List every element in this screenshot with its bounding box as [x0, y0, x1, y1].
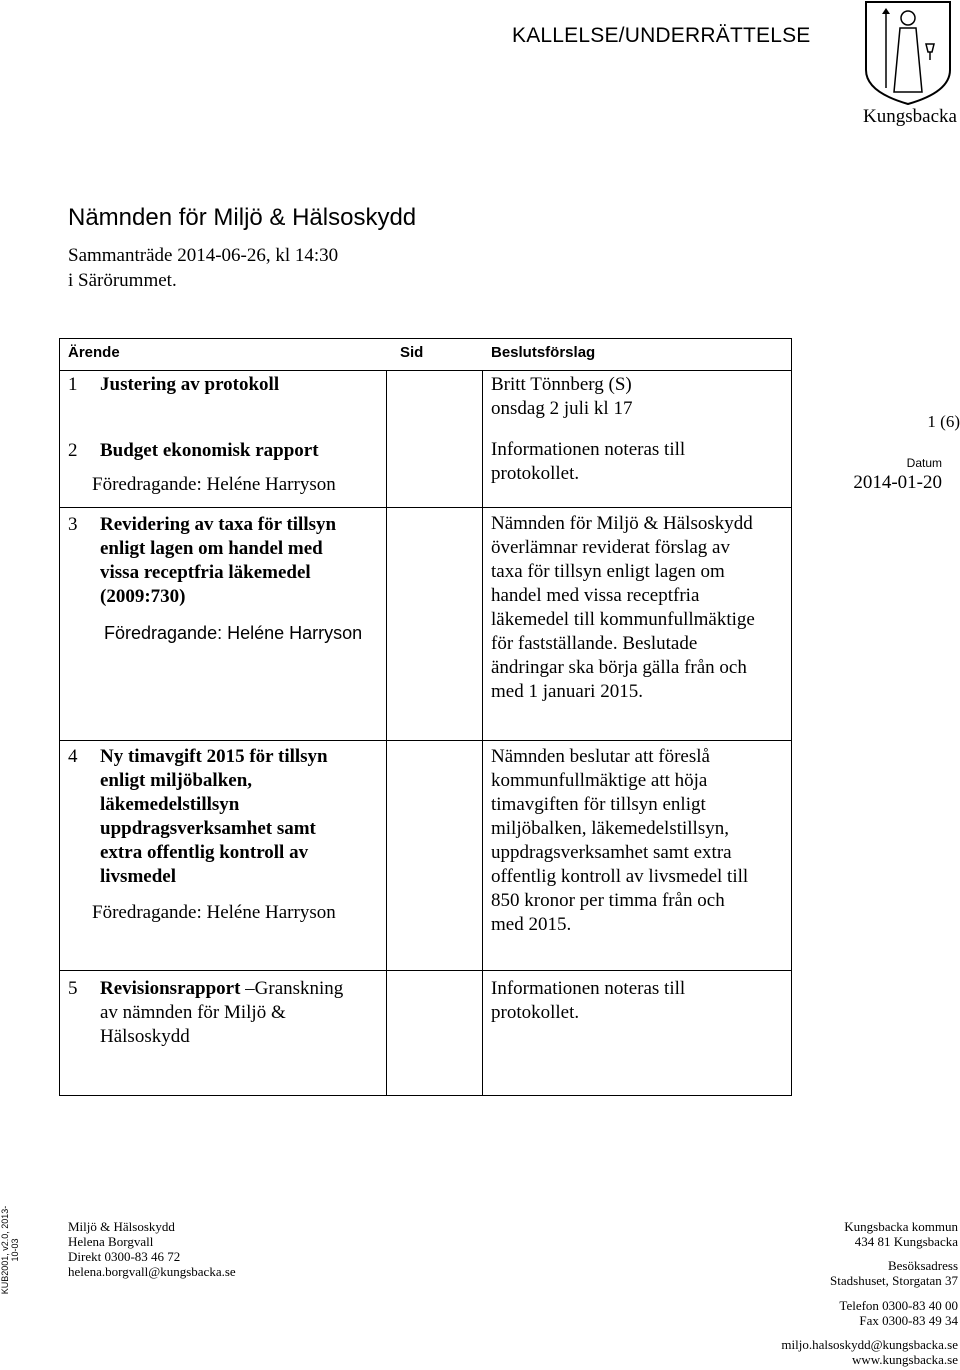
footer-visit-address	[830, 1258, 958, 1288]
row-4-title-line: uppdragsverksamhet samt	[100, 818, 316, 839]
row-5-decision-line: protokollet.	[491, 1002, 580, 1023]
row-3-title	[100, 513, 380, 609]
row-divider-2-3	[59, 507, 792, 508]
row-3-decision-line: ändringar ska börja gälla från och	[491, 657, 747, 678]
row-4-decision-line: 850 kronor per timma från och	[491, 890, 725, 911]
logo-wordmark: Kungsbacka	[863, 106, 957, 127]
row-1-title-text: Justering av protokoll	[100, 374, 280, 395]
row-2-title-text: Budget ekonomisk rapport	[100, 440, 319, 461]
row-4-title	[100, 745, 380, 889]
row-4-title-line: enligt miljöbalken,	[100, 770, 253, 791]
footer-website[interactable]: www.kungsbacka.se	[851, 1352, 958, 1367]
row-3-decision-line: Nämnden för Miljö & Hälsoskydd	[491, 513, 753, 534]
row-2-number: 2	[68, 440, 78, 461]
row-2-presenter: Föredragande: Heléne Harryson	[92, 474, 336, 495]
row-3-decision-line: handel med vissa receptfria	[491, 585, 700, 606]
footer-direct-phone: Direkt 0300-83 46 72	[68, 1249, 181, 1264]
row-4-decision-line: Nämnden beslutar att föreslå	[491, 746, 710, 767]
header-proposal: Beslutsförslag	[491, 344, 596, 361]
row-5-decision	[491, 977, 791, 1025]
header-item: Ärende	[68, 344, 120, 361]
row-4-decision-line: offentlig kontroll av livsmedel till	[491, 866, 749, 887]
footer-municipality-name: Kungsbacka kommun	[844, 1219, 958, 1234]
row-4-title-line: läkemedelstillsyn	[100, 794, 240, 815]
row-3-decision-line: med 1 januari 2015.	[491, 681, 643, 702]
page-number: 1 (6)	[927, 412, 960, 431]
row-3-decision-line: för fastställande. Beslutade	[491, 633, 698, 654]
row-1-decision	[491, 373, 791, 421]
table-border-bottom	[59, 1095, 792, 1096]
row-1-decision-line: Britt Tönnberg (S)	[491, 374, 632, 395]
date-label: Datum	[906, 456, 942, 470]
column-divider-2	[482, 370, 483, 1096]
template-code: KUB2001, v2.0, 2013-10-03	[0, 1205, 20, 1295]
row-3-decision	[491, 512, 791, 704]
footer-phone-fax	[839, 1298, 958, 1328]
committee-name: Nämnden för Miljö & Hälsoskydd	[68, 204, 417, 231]
row-4-decision-line: med 2015.	[491, 914, 572, 935]
document-type: KALLELSE/UNDERRÄTTELSE	[512, 24, 811, 47]
document-date: 2014-01-20	[853, 472, 942, 493]
table-header-divider	[59, 370, 792, 371]
row-4-number: 4	[68, 746, 78, 767]
footer-contact	[68, 1219, 236, 1279]
row-5-title-suffix: –Granskning	[240, 978, 344, 999]
row-3-title-line: Revidering av taxa för tillsyn	[100, 514, 337, 535]
row-4-presenter: Föredragande: Heléne Harryson	[92, 902, 336, 923]
header-page: Sid	[400, 344, 424, 361]
footer-department-email[interactable]: miljo.halsoskydd@kungsbacka.se	[781, 1337, 958, 1352]
row-4-decision-line: kommunfullmäktige att höja	[491, 770, 708, 791]
row-3-decision-line: läkemedel till kommunfullmäktige	[491, 609, 755, 630]
row-5-title	[100, 977, 380, 1049]
row-2-decision-line: Informationen noteras till	[491, 439, 686, 460]
row-4-decision-line: miljöbalken, läkemedelstillsyn,	[491, 818, 729, 839]
table-border-top	[59, 338, 792, 339]
row-divider-4-5	[59, 970, 792, 971]
row-5-title-text: Revisionsrapport	[100, 978, 241, 999]
row-2-title	[100, 439, 380, 463]
meeting-date-time: Sammanträde 2014-06-26, kl 14:30	[68, 245, 339, 266]
row-1-title	[100, 373, 380, 397]
row-3-decision-line: taxa för tillsyn enligt lagen om	[491, 561, 725, 582]
footer-email[interactable]: helena.borgvall@kungsbacka.se	[68, 1264, 236, 1279]
row-5-title-line: av nämnden för Miljö &	[100, 1002, 286, 1023]
row-3-number: 3	[68, 514, 78, 535]
row-2-decision-line: protokollet.	[491, 463, 580, 484]
row-4-title-line: livsmedel	[100, 866, 176, 887]
footer-visit-street: Stadshuset, Storgatan 37	[830, 1273, 958, 1288]
row-1-number: 1	[68, 374, 78, 395]
table-border-right	[791, 338, 792, 1096]
row-4-decision-line: timavgiften för tillsyn enligt	[491, 794, 706, 815]
row-2-decision	[491, 438, 791, 486]
footer-web	[781, 1337, 958, 1367]
row-3-title-line: vissa receptfria läkemedel	[100, 562, 311, 583]
row-divider-3-4	[59, 740, 792, 741]
row-4-title-line: extra offentlig kontroll av	[100, 842, 309, 863]
row-5-number: 5	[68, 978, 78, 999]
row-4-title-line: Ny timavgift 2015 för tillsyn	[100, 746, 328, 767]
column-divider-1	[386, 370, 387, 1096]
row-3-decision-line: överlämnar reviderat förslag av	[491, 537, 730, 558]
footer-fax: Fax 0300-83 49 34	[859, 1313, 958, 1328]
footer-visit-label: Besöksadress	[887, 1258, 958, 1273]
row-1-decision-line: onsdag 2 juli kl 17	[491, 398, 633, 419]
footer-postal-address: 434 81 Kungsbacka	[854, 1234, 958, 1249]
table-border-left	[59, 338, 60, 1096]
row-4-decision-line: uppdragsverksamhet samt extra	[491, 842, 732, 863]
row-5-decision-line: Informationen noteras till	[491, 978, 686, 999]
meeting-location: i Särörummet.	[68, 270, 177, 291]
footer-municipality	[844, 1219, 958, 1249]
footer-phone: Telefon 0300-83 40 00	[839, 1298, 958, 1313]
footer-contact-person: Helena Borgvall	[68, 1234, 154, 1249]
footer-department: Miljö & Hälsoskydd	[68, 1219, 175, 1234]
row-4-decision	[491, 745, 791, 937]
row-5-title-line: Hälsoskydd	[100, 1026, 190, 1047]
row-3-title-line: enligt lagen om handel med	[100, 538, 323, 559]
row-3-presenter: Föredragande: Heléne Harryson	[104, 623, 363, 643]
row-3-title-line: (2009:730)	[100, 586, 186, 607]
